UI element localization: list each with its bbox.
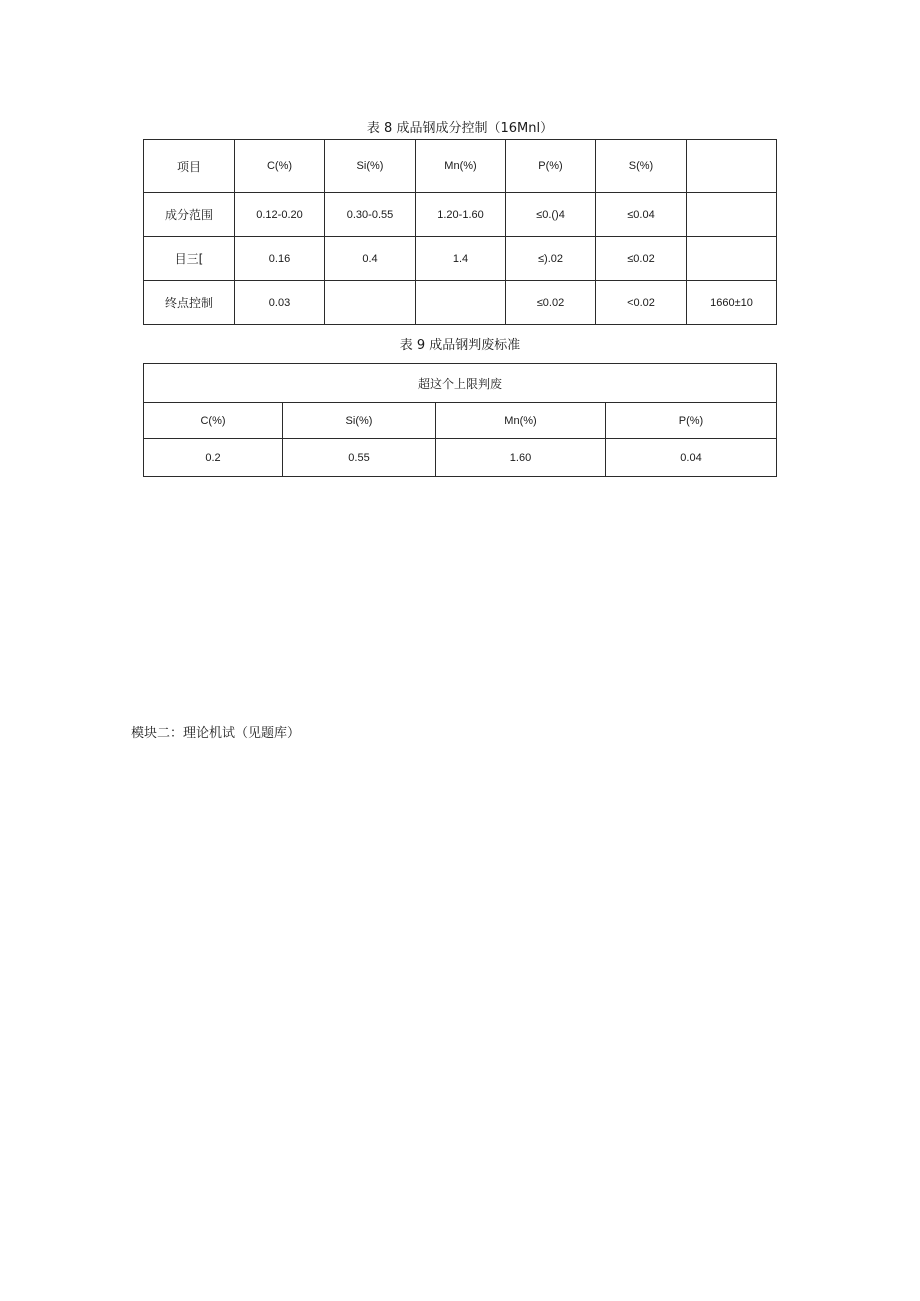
table-cell: <0.02 [596,281,687,325]
header-cell-mn: Mn(%) [436,403,606,439]
table-cell: ≤0.02 [506,281,596,325]
table8-caption: 表 8 成品钢成分控制（16Mnl） [366,121,554,136]
table-cell: 0.55 [283,439,436,477]
table-cell: 1660±10 [687,281,777,325]
composition-control-table [143,139,777,325]
row-label: 成分范围 [144,193,235,237]
table-cell [416,281,506,325]
header-cell-si: Si(%) [325,140,416,193]
table-cell: 0.12-0.20 [235,193,325,237]
table-row [144,193,777,237]
scrap-standard-table [143,363,777,477]
table-cell: 0.2 [144,439,283,477]
header-cell-item: 项目 [144,140,235,193]
module-two-heading: 模块二：理论机试（见题库） [131,726,301,741]
header-cell-extra [687,140,777,193]
header-cell-c: C(%) [235,140,325,193]
header-cell-p: P(%) [606,403,777,439]
header-cell-p: P(%) [506,140,596,193]
table-cell: ≤0.02 [596,237,687,281]
row-label: 终点控制 [144,281,235,325]
table-cell [325,281,416,325]
table-cell: 0.30-0.55 [325,193,416,237]
row-label: 目三[ [144,237,235,281]
table-cell: 0.4 [325,237,416,281]
span-header-cell: 超这个上限判废 [144,364,777,403]
table-header-row [144,403,777,439]
table-row [144,439,777,477]
header-cell-s: S(%) [596,140,687,193]
header-cell-c: C(%) [144,403,283,439]
table-cell [687,237,777,281]
table-row [144,281,777,325]
table-row [144,237,777,281]
table-cell [687,193,777,237]
table-cell: 1.4 [416,237,506,281]
table-cell: ≤0.()4 [506,193,596,237]
table-cell: ≤).02 [506,237,596,281]
table-header-row [144,140,777,193]
table-cell: 1.20-1.60 [416,193,506,237]
table-cell: ≤0.04 [596,193,687,237]
table-cell: 0.04 [606,439,777,477]
table-span-header-row [144,364,777,403]
table-cell: 1.60 [436,439,606,477]
header-cell-si: Si(%) [283,403,436,439]
table-cell: 0.16 [235,237,325,281]
table9-caption: 表 9 成品钢判废标准 [399,338,521,353]
header-cell-mn: Mn(%) [416,140,506,193]
table-cell: 0.03 [235,281,325,325]
